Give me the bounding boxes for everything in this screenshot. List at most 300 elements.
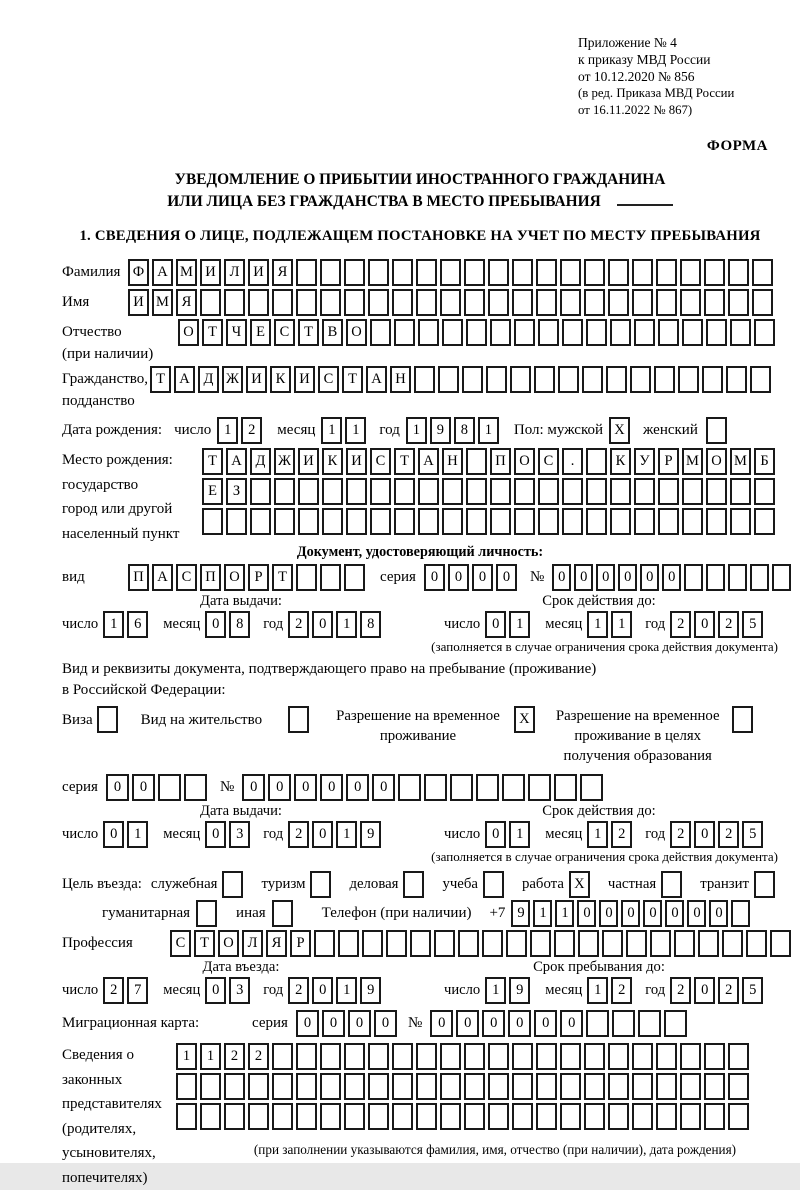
form-cell[interactable]	[554, 930, 575, 957]
form-cell[interactable]: 1	[509, 821, 530, 848]
form-cell[interactable]	[440, 1073, 461, 1100]
form-cell[interactable]	[296, 289, 317, 316]
form-cell[interactable]	[536, 289, 557, 316]
form-cell[interactable]: 1	[217, 417, 238, 444]
form-cell[interactable]	[488, 259, 509, 286]
form-cell[interactable]	[656, 1043, 677, 1070]
form-cell[interactable]: 2	[288, 821, 309, 848]
form-cell[interactable]: Ж	[274, 448, 295, 475]
form-cell[interactable]	[530, 930, 551, 957]
form-cell[interactable]	[661, 871, 682, 898]
form-cell[interactable]	[706, 417, 727, 444]
form-cell[interactable]	[368, 289, 389, 316]
form-cell[interactable]: Т	[342, 366, 363, 393]
form-cell[interactable]: 9	[509, 977, 530, 1004]
form-cell[interactable]	[584, 289, 605, 316]
form-cell[interactable]: 1	[485, 977, 506, 1004]
form-cell[interactable]	[682, 508, 703, 535]
form-cell[interactable]: 0	[430, 1010, 453, 1037]
form-cell[interactable]: 5	[742, 821, 763, 848]
form-cell[interactable]	[320, 1103, 341, 1130]
form-cell[interactable]: 3	[229, 977, 250, 1004]
form-cell[interactable]: 0	[643, 900, 662, 927]
form-cell[interactable]: 1	[587, 977, 608, 1004]
form-cell[interactable]: 2	[611, 977, 632, 1004]
form-cell[interactable]	[658, 508, 679, 535]
form-cell[interactable]: 0	[348, 1010, 371, 1037]
form-cell[interactable]	[752, 289, 773, 316]
form-cell[interactable]	[224, 1103, 245, 1130]
form-cell[interactable]: О	[346, 319, 367, 346]
form-cell[interactable]	[706, 478, 727, 505]
form-cell[interactable]: 0	[482, 1010, 505, 1037]
form-cell[interactable]	[608, 289, 629, 316]
form-cell[interactable]	[442, 319, 463, 346]
form-cell[interactable]	[450, 774, 473, 801]
form-cell[interactable]: Л	[224, 259, 245, 286]
form-cell[interactable]: 2	[718, 977, 739, 1004]
form-cell[interactable]	[726, 366, 747, 393]
form-cell[interactable]: 0	[448, 564, 469, 591]
form-cell[interactable]	[226, 508, 247, 535]
form-cell[interactable]	[322, 478, 343, 505]
form-cell[interactable]: 1	[611, 611, 632, 638]
form-cell[interactable]: 1	[336, 821, 357, 848]
form-cell[interactable]: О	[706, 448, 727, 475]
form-cell[interactable]: И	[346, 448, 367, 475]
form-cell[interactable]: 6	[127, 611, 148, 638]
form-cell[interactable]	[584, 1043, 605, 1070]
form-cell[interactable]	[466, 478, 487, 505]
form-cell[interactable]	[731, 900, 750, 927]
form-cell[interactable]: 0	[485, 611, 506, 638]
form-cell[interactable]	[528, 774, 551, 801]
form-cell[interactable]	[416, 259, 437, 286]
form-cell[interactable]	[610, 478, 631, 505]
form-cell[interactable]: 1	[406, 417, 427, 444]
form-cell[interactable]	[752, 259, 773, 286]
form-cell[interactable]	[466, 508, 487, 535]
form-cell[interactable]: 0	[508, 1010, 531, 1037]
form-cell[interactable]: 2	[248, 1043, 269, 1070]
form-cell[interactable]	[418, 319, 439, 346]
form-cell[interactable]: 0	[709, 900, 728, 927]
form-cell[interactable]: Н	[390, 366, 411, 393]
form-cell[interactable]	[536, 1043, 557, 1070]
form-cell[interactable]	[704, 1103, 725, 1130]
form-cell[interactable]	[630, 366, 651, 393]
form-cell[interactable]	[704, 259, 725, 286]
form-cell[interactable]: В	[322, 319, 343, 346]
form-cell[interactable]	[416, 1103, 437, 1130]
form-cell[interactable]	[438, 366, 459, 393]
form-cell[interactable]	[750, 564, 769, 591]
form-cell[interactable]: Д	[198, 366, 219, 393]
form-cell[interactable]: 9	[360, 821, 381, 848]
form-cell[interactable]	[634, 478, 655, 505]
form-cell[interactable]: X	[609, 417, 630, 444]
form-cell[interactable]	[634, 319, 655, 346]
form-cell[interactable]: 1	[336, 977, 357, 1004]
form-cell[interactable]	[728, 259, 749, 286]
form-cell[interactable]	[656, 1073, 677, 1100]
form-cell[interactable]: 0	[346, 774, 369, 801]
form-cell[interactable]	[584, 1103, 605, 1130]
form-cell[interactable]	[202, 508, 223, 535]
form-cell[interactable]: 0	[320, 774, 343, 801]
form-cell[interactable]: Е	[202, 478, 223, 505]
form-cell[interactable]	[288, 706, 309, 733]
form-cell[interactable]	[706, 508, 727, 535]
form-cell[interactable]: 8	[454, 417, 475, 444]
form-cell[interactable]: 2	[241, 417, 262, 444]
form-cell[interactable]	[538, 319, 559, 346]
form-cell[interactable]	[602, 930, 623, 957]
form-cell[interactable]	[272, 289, 293, 316]
form-cell[interactable]	[730, 508, 751, 535]
form-cell[interactable]	[464, 1103, 485, 1130]
form-cell[interactable]	[222, 871, 243, 898]
form-cell[interactable]: Ч	[226, 319, 247, 346]
form-cell[interactable]	[272, 1103, 293, 1130]
form-cell[interactable]	[654, 366, 675, 393]
form-cell[interactable]: 1	[127, 821, 148, 848]
form-cell[interactable]	[434, 930, 455, 957]
form-cell[interactable]: К	[270, 366, 291, 393]
form-cell[interactable]: 1	[587, 611, 608, 638]
form-cell[interactable]: 1	[533, 900, 552, 927]
form-cell[interactable]	[392, 1073, 413, 1100]
form-cell[interactable]: 8	[229, 611, 250, 638]
form-cell[interactable]	[486, 366, 507, 393]
form-cell[interactable]: 9	[360, 977, 381, 1004]
form-cell[interactable]	[772, 564, 791, 591]
form-cell[interactable]: О	[224, 564, 245, 591]
form-cell[interactable]	[754, 478, 775, 505]
form-cell[interactable]	[296, 1043, 317, 1070]
form-cell[interactable]	[320, 1043, 341, 1070]
form-cell[interactable]	[392, 1043, 413, 1070]
form-cell[interactable]	[418, 478, 439, 505]
form-cell[interactable]	[560, 1043, 581, 1070]
form-cell[interactable]: 0	[132, 774, 155, 801]
form-cell[interactable]	[466, 319, 487, 346]
form-cell[interactable]: 2	[718, 611, 739, 638]
form-cell[interactable]: 0	[485, 821, 506, 848]
form-cell[interactable]: 1	[103, 611, 124, 638]
form-cell[interactable]: Б	[754, 448, 775, 475]
form-cell[interactable]: 0	[496, 564, 517, 591]
form-cell[interactable]	[632, 1043, 653, 1070]
form-cell[interactable]	[728, 289, 749, 316]
form-cell[interactable]: 0	[268, 774, 291, 801]
form-cell[interactable]	[534, 366, 555, 393]
form-cell[interactable]	[634, 508, 655, 535]
form-cell[interactable]	[296, 564, 317, 591]
form-cell[interactable]	[386, 930, 407, 957]
form-cell[interactable]	[704, 289, 725, 316]
form-cell[interactable]	[632, 259, 653, 286]
form-cell[interactable]: 1	[345, 417, 366, 444]
form-cell[interactable]	[344, 1073, 365, 1100]
form-cell[interactable]	[608, 1103, 629, 1130]
form-cell[interactable]	[554, 774, 577, 801]
form-cell[interactable]: И	[294, 366, 315, 393]
form-cell[interactable]	[682, 319, 703, 346]
form-cell[interactable]: 0	[621, 900, 640, 927]
form-cell[interactable]: 5	[742, 977, 763, 1004]
form-cell[interactable]: X	[514, 706, 535, 733]
form-cell[interactable]	[506, 930, 527, 957]
form-cell[interactable]	[440, 1043, 461, 1070]
form-cell[interactable]	[682, 478, 703, 505]
form-cell[interactable]	[272, 900, 293, 927]
form-cell[interactable]: М	[176, 259, 197, 286]
form-cell[interactable]	[754, 508, 775, 535]
form-cell[interactable]: 0	[577, 900, 596, 927]
form-cell[interactable]: 0	[312, 611, 333, 638]
form-cell[interactable]	[370, 508, 391, 535]
form-cell[interactable]	[224, 289, 245, 316]
form-cell[interactable]	[586, 478, 607, 505]
form-cell[interactable]: П	[128, 564, 149, 591]
form-cell[interactable]	[482, 930, 503, 957]
form-cell[interactable]	[680, 289, 701, 316]
form-cell[interactable]: Т	[272, 564, 293, 591]
form-cell[interactable]: Я	[176, 289, 197, 316]
form-cell[interactable]: А	[366, 366, 387, 393]
form-cell[interactable]	[586, 1010, 609, 1037]
form-cell[interactable]: 0	[662, 564, 681, 591]
form-cell[interactable]: Д	[250, 448, 271, 475]
form-cell[interactable]	[512, 289, 533, 316]
form-cell[interactable]	[560, 289, 581, 316]
form-cell[interactable]	[538, 508, 559, 535]
form-cell[interactable]: 1	[321, 417, 342, 444]
form-cell[interactable]	[512, 1103, 533, 1130]
form-cell[interactable]: Т	[202, 448, 223, 475]
form-cell[interactable]: 0	[242, 774, 265, 801]
form-cell[interactable]: 0	[294, 774, 317, 801]
form-cell[interactable]	[560, 1103, 581, 1130]
form-cell[interactable]: Т	[194, 930, 215, 957]
form-cell[interactable]: 5	[742, 611, 763, 638]
form-cell[interactable]: 0	[687, 900, 706, 927]
form-cell[interactable]: 0	[618, 564, 637, 591]
form-cell[interactable]	[416, 1073, 437, 1100]
form-cell[interactable]	[562, 319, 583, 346]
form-cell[interactable]: 0	[312, 821, 333, 848]
form-cell[interactable]: Я	[272, 259, 293, 286]
form-cell[interactable]: 0	[106, 774, 129, 801]
form-cell[interactable]: С	[274, 319, 295, 346]
form-cell[interactable]	[658, 478, 679, 505]
form-cell[interactable]: 0	[322, 1010, 345, 1037]
form-cell[interactable]	[626, 930, 647, 957]
form-cell[interactable]	[502, 774, 525, 801]
form-cell[interactable]	[200, 289, 221, 316]
form-cell[interactable]	[248, 1073, 269, 1100]
form-cell[interactable]: И	[298, 448, 319, 475]
form-cell[interactable]	[730, 319, 751, 346]
form-cell[interactable]: 2	[670, 611, 691, 638]
form-cell[interactable]	[296, 259, 317, 286]
form-cell[interactable]: Т	[394, 448, 415, 475]
form-cell[interactable]: 0	[560, 1010, 583, 1037]
form-cell[interactable]: Т	[298, 319, 319, 346]
form-cell[interactable]	[488, 1103, 509, 1130]
form-cell[interactable]	[248, 289, 269, 316]
form-cell[interactable]: 3	[229, 821, 250, 848]
form-cell[interactable]: 7	[127, 977, 148, 1004]
form-cell[interactable]: 0	[456, 1010, 479, 1037]
form-cell[interactable]	[298, 478, 319, 505]
form-cell[interactable]: 1	[336, 611, 357, 638]
form-cell[interactable]: 0	[694, 821, 715, 848]
form-cell[interactable]	[510, 366, 531, 393]
form-cell[interactable]	[746, 930, 767, 957]
form-cell[interactable]: П	[490, 448, 511, 475]
form-cell[interactable]	[606, 366, 627, 393]
form-cell[interactable]	[392, 259, 413, 286]
form-cell[interactable]	[514, 508, 535, 535]
form-cell[interactable]	[250, 508, 271, 535]
form-cell[interactable]: А	[152, 564, 173, 591]
form-cell[interactable]	[97, 706, 118, 733]
form-cell[interactable]	[562, 508, 583, 535]
form-cell[interactable]	[346, 478, 367, 505]
form-cell[interactable]	[200, 1103, 221, 1130]
form-cell[interactable]	[702, 366, 723, 393]
form-cell[interactable]	[514, 319, 535, 346]
form-cell[interactable]: 2	[103, 977, 124, 1004]
form-cell[interactable]	[440, 289, 461, 316]
form-cell[interactable]	[394, 508, 415, 535]
form-cell[interactable]: X	[569, 871, 590, 898]
form-cell[interactable]	[704, 1043, 725, 1070]
form-cell[interactable]	[344, 564, 365, 591]
form-cell[interactable]: 0	[665, 900, 684, 927]
form-cell[interactable]	[586, 448, 607, 475]
form-cell[interactable]	[730, 478, 751, 505]
form-cell[interactable]: М	[730, 448, 751, 475]
form-cell[interactable]	[274, 478, 295, 505]
form-cell[interactable]	[684, 564, 703, 591]
form-cell[interactable]: 2	[288, 977, 309, 1004]
form-cell[interactable]: М	[152, 289, 173, 316]
form-cell[interactable]	[320, 1073, 341, 1100]
form-cell[interactable]	[394, 478, 415, 505]
form-cell[interactable]	[658, 319, 679, 346]
form-cell[interactable]: Л	[242, 930, 263, 957]
form-cell[interactable]	[560, 1073, 581, 1100]
form-cell[interactable]: 0	[312, 977, 333, 1004]
form-cell[interactable]	[750, 366, 771, 393]
form-cell[interactable]: 0	[599, 900, 618, 927]
form-cell[interactable]	[490, 478, 511, 505]
form-cell[interactable]: 0	[534, 1010, 557, 1037]
form-cell[interactable]: 2	[611, 821, 632, 848]
form-cell[interactable]	[314, 930, 335, 957]
form-cell[interactable]: 9	[430, 417, 451, 444]
form-cell[interactable]	[754, 871, 775, 898]
form-cell[interactable]	[196, 900, 217, 927]
form-cell[interactable]: Я	[266, 930, 287, 957]
form-cell[interactable]: О	[178, 319, 199, 346]
form-cell[interactable]: 0	[472, 564, 493, 591]
form-cell[interactable]	[680, 1103, 701, 1130]
form-cell[interactable]	[344, 289, 365, 316]
form-cell[interactable]: 2	[670, 977, 691, 1004]
form-cell[interactable]	[578, 930, 599, 957]
form-cell[interactable]: 0	[296, 1010, 319, 1037]
form-cell[interactable]	[274, 508, 295, 535]
form-cell[interactable]	[698, 930, 719, 957]
form-cell[interactable]	[558, 366, 579, 393]
form-cell[interactable]	[674, 930, 695, 957]
form-cell[interactable]	[754, 319, 775, 346]
form-cell[interactable]: 0	[103, 821, 124, 848]
form-cell[interactable]	[398, 774, 421, 801]
form-cell[interactable]: И	[246, 366, 267, 393]
form-cell[interactable]	[416, 289, 437, 316]
form-cell[interactable]	[370, 478, 391, 505]
form-cell[interactable]	[338, 930, 359, 957]
form-cell[interactable]: М	[682, 448, 703, 475]
form-cell[interactable]	[442, 508, 463, 535]
form-cell[interactable]	[418, 508, 439, 535]
form-cell[interactable]	[656, 1103, 677, 1130]
form-cell[interactable]	[368, 1043, 389, 1070]
form-cell[interactable]	[656, 259, 677, 286]
form-cell[interactable]	[320, 259, 341, 286]
form-cell[interactable]: 0	[424, 564, 445, 591]
form-cell[interactable]: Н	[442, 448, 463, 475]
form-cell[interactable]	[610, 319, 631, 346]
form-cell[interactable]: А	[226, 448, 247, 475]
form-cell[interactable]: Р	[248, 564, 269, 591]
form-cell[interactable]	[732, 706, 753, 733]
form-cell[interactable]	[608, 1073, 629, 1100]
form-cell[interactable]	[584, 259, 605, 286]
form-cell[interactable]	[176, 1103, 197, 1130]
form-cell[interactable]	[416, 1043, 437, 1070]
form-cell[interactable]: С	[538, 448, 559, 475]
form-cell[interactable]: Р	[290, 930, 311, 957]
form-cell[interactable]: 1	[200, 1043, 221, 1070]
form-cell[interactable]	[488, 289, 509, 316]
form-cell[interactable]	[272, 1043, 293, 1070]
form-cell[interactable]: С	[318, 366, 339, 393]
form-cell[interactable]	[362, 930, 383, 957]
form-cell[interactable]	[296, 1103, 317, 1130]
form-cell[interactable]: 1	[555, 900, 574, 927]
form-cell[interactable]	[158, 774, 181, 801]
form-cell[interactable]	[770, 930, 791, 957]
form-cell[interactable]	[346, 508, 367, 535]
form-cell[interactable]	[403, 871, 424, 898]
form-cell[interactable]: С	[370, 448, 391, 475]
form-cell[interactable]	[728, 1103, 749, 1130]
form-cell[interactable]	[608, 1043, 629, 1070]
form-cell[interactable]: И	[128, 289, 149, 316]
form-cell[interactable]: 8	[360, 611, 381, 638]
form-cell[interactable]	[344, 1043, 365, 1070]
form-cell[interactable]	[310, 871, 331, 898]
form-cell[interactable]	[538, 478, 559, 505]
form-cell[interactable]	[608, 259, 629, 286]
form-cell[interactable]: О	[218, 930, 239, 957]
